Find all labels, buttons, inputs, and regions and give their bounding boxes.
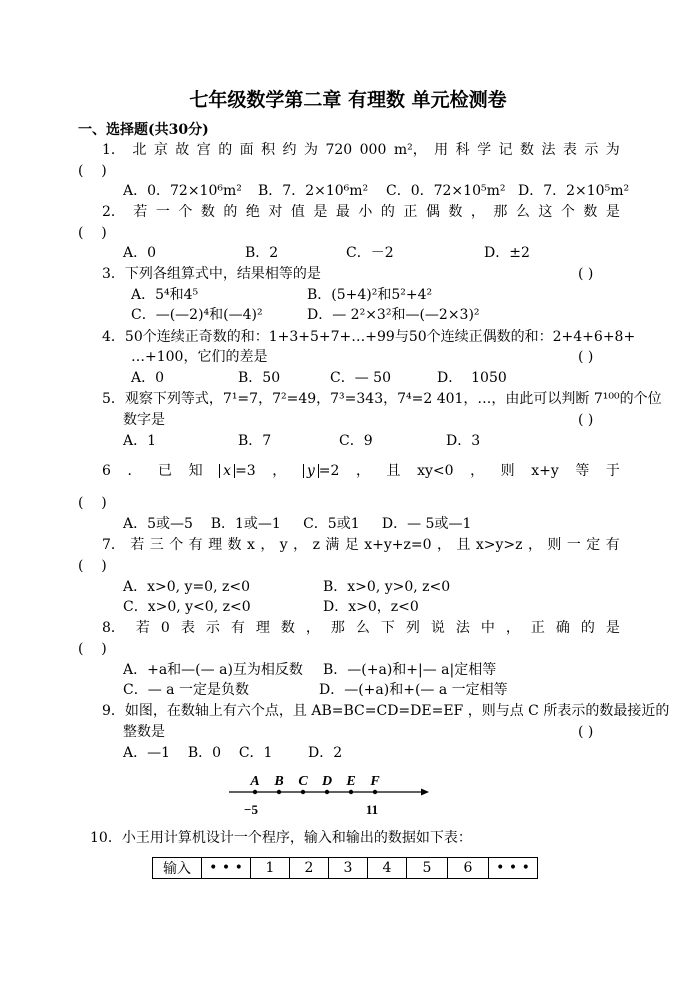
stem-word: 理	[255, 620, 270, 636]
question-2-option-a: A．0	[123, 245, 157, 261]
stem-word: 法	[541, 142, 556, 158]
stem-word: 故	[175, 142, 190, 158]
question-4-stem-line1: 4．50个连续正奇数的和：1+3+5+7+…+99与50个连续正偶数的和：2+4+6+8+	[102, 329, 636, 345]
point-label-b: B	[274, 774, 284, 789]
stem-word: ，	[305, 620, 320, 636]
question-7-option-b: B．x>0, y>0, z<0	[323, 579, 451, 595]
stem-word: 7．	[102, 537, 125, 553]
question-2-answer-paren: ( )	[78, 225, 107, 241]
point-e	[349, 790, 353, 794]
question-1-option-d: D．7．2×10⁵m²	[518, 183, 630, 199]
question-6-comma: ，	[272, 463, 287, 479]
question-6-abs-x	[219, 462, 256, 480]
stem-word: ，	[293, 537, 308, 553]
stem-word: 说	[430, 620, 445, 636]
stem-word: 示	[205, 620, 220, 636]
question-5-option-c: C．9	[339, 433, 373, 449]
stem-word: 且	[456, 537, 471, 553]
stem-word: 是	[605, 204, 620, 220]
question-6-options: A．5或—5 B．1或—1 C．5或1 D．— 5或—1	[123, 516, 472, 532]
section-heading: 一、选择题(共30分)	[78, 122, 209, 138]
question-5-answer-paren: ( )	[578, 412, 594, 428]
question-6-word: 则	[500, 463, 515, 479]
question-7-option-c: C．x>0, y<0, z<0	[123, 599, 251, 615]
abs-x-symbol: x	[219, 464, 235, 478]
point-label-d: D	[321, 774, 333, 789]
input-cell: 5	[407, 858, 448, 879]
stem-word: 宫	[196, 142, 211, 158]
number-line-arrow	[421, 789, 429, 796]
input-row	[153, 858, 538, 879]
stem-word: 表	[562, 142, 577, 158]
question-1-option-a: A．0．72×10⁶m²	[123, 183, 242, 199]
stem-word: 北	[132, 142, 147, 158]
input-header-cell: 输入	[153, 858, 202, 879]
stem-word: 正	[530, 620, 545, 636]
page-title: 七年级数学第二章 有理数 单元检测卷	[189, 89, 507, 111]
question-6-abs-y	[303, 462, 340, 480]
stem-word: 用	[434, 142, 449, 158]
input-cell: 2	[290, 858, 329, 879]
stem-word: 有	[605, 537, 620, 553]
stem-word: 积	[261, 142, 276, 158]
question-6-stem	[102, 462, 620, 480]
stem-word: 数	[200, 204, 215, 220]
question-2-option-b: B．2	[245, 245, 279, 261]
stem-word: 的	[218, 142, 233, 158]
question-4-option-a: A．0	[131, 370, 165, 386]
stem-word: 有	[188, 537, 203, 553]
input-cell: 3	[329, 858, 368, 879]
stem-word: 列	[405, 620, 420, 636]
number-line-points	[249, 774, 380, 794]
input-cell: • • •	[489, 858, 538, 879]
question-3-answer-paren: ( )	[578, 266, 594, 282]
question-6-word: 知	[188, 463, 203, 479]
question-6-dot: ．	[127, 463, 142, 479]
question-6-word: 于	[605, 463, 620, 479]
stem-word: 法	[455, 620, 470, 636]
stem-word: 若	[133, 204, 148, 220]
question-8-option-b: B．—(+a)和+|— a|定相等	[323, 662, 497, 678]
question-7-option-d: D．x>0，z<0	[323, 599, 419, 615]
stem-word: 个	[178, 204, 193, 220]
question-5-stem-line2: 数字是	[123, 412, 165, 428]
stem-word: 那	[493, 204, 508, 220]
stem-word: 一	[566, 537, 581, 553]
point-c	[301, 790, 305, 794]
stem-word: 小	[358, 204, 373, 220]
number-line-right-label: 11	[365, 802, 379, 817]
stem-word: 约	[282, 142, 297, 158]
stem-word: ，	[527, 537, 542, 553]
question-5-option-d: D．3	[446, 433, 481, 449]
question-1-option-c: C．0．72×10⁵m²	[386, 183, 506, 199]
question-9-answer-paren: ( )	[578, 724, 594, 740]
stem-word: 值	[290, 204, 305, 220]
question-5-stem-line1: 5．观察下列等式，7¹=7，7²=49，7³=343，7⁴=2 401，…，由此可以判断 7¹⁰⁰的个位	[102, 391, 662, 407]
number-line-left-label: −5	[244, 802, 258, 817]
question-7-answer-paren: ( )	[78, 558, 107, 574]
question-6-comma: ，	[355, 463, 370, 479]
stem-word: z	[312, 537, 320, 553]
question-4-option-c: C．— 50	[330, 370, 391, 386]
question-1-option-b: B．7．2×10⁶m²	[258, 183, 369, 199]
question-7-option-a: A．x>0, y=0, z<0	[123, 579, 251, 595]
stem-word: ，	[436, 537, 451, 553]
input-cell: 4	[368, 858, 407, 879]
point-label-a: A	[250, 774, 260, 789]
question-2-option-d: D．±2	[484, 245, 530, 261]
stem-word: 数	[448, 204, 463, 220]
stem-word: 科	[455, 142, 470, 158]
question-4-answer-paren: ( )	[578, 349, 594, 365]
stem-word: 若	[135, 620, 150, 636]
question-3-option-d: D．— 2²×3²和—(—2×3)²	[307, 307, 480, 323]
stem-word: 为	[304, 142, 318, 158]
question-6-word: 且	[386, 463, 401, 479]
input-cell: 1	[251, 858, 290, 879]
point-a	[253, 790, 257, 794]
question-6-word: 已	[158, 463, 173, 479]
stem-word: m²，	[393, 142, 427, 158]
stem-word: 有	[230, 620, 245, 636]
abs-x-value: =3	[235, 463, 256, 479]
question-4-stem-line2: …+100，它们的差是	[131, 349, 268, 365]
stem-word: 数	[227, 537, 242, 553]
point-b	[277, 790, 281, 794]
stem-word: 那	[330, 620, 345, 636]
stem-word: y	[279, 537, 288, 553]
question-6-expression: x+y	[531, 463, 559, 479]
stem-word: 的	[580, 620, 595, 636]
stem-word: 确	[555, 620, 570, 636]
stem-word: 是	[313, 204, 328, 220]
stem-word: 0	[160, 620, 170, 636]
question-5-option-b: B．7	[238, 433, 272, 449]
stem-word: 000	[359, 142, 387, 158]
stem-word: 的	[223, 204, 238, 220]
question-8-stem	[102, 619, 620, 637]
stem-word: 示	[584, 142, 599, 158]
stem-word: x	[246, 537, 255, 553]
stem-word: 个	[169, 537, 184, 553]
stem-word: 表	[180, 620, 195, 636]
stem-word: 720	[325, 142, 353, 158]
stem-word: 数	[280, 620, 295, 636]
stem-word: 绝	[245, 204, 260, 220]
stem-word: 面	[239, 142, 254, 158]
stem-word: x+y+z=0	[364, 537, 432, 553]
question-4-option-b: B．50	[238, 370, 281, 386]
stem-word: 若	[130, 537, 145, 553]
stem-word: 是	[605, 620, 620, 636]
question-6-answer-paren: ( )	[78, 495, 107, 511]
point-label-c: C	[298, 774, 308, 789]
question-8-answer-paren: ( )	[78, 641, 107, 657]
stem-word: 最	[335, 204, 350, 220]
question-2-stem	[102, 203, 620, 221]
stem-word: 京	[153, 142, 168, 158]
stem-word: 三	[149, 537, 164, 553]
stem-word: 偶	[425, 204, 440, 220]
input-output-table	[152, 857, 538, 879]
question-8-option-d: D．—(+a)和+(— a 一定相等	[319, 682, 508, 698]
stem-word: 对	[268, 204, 283, 220]
stem-word: 的	[380, 204, 395, 220]
question-2-option-c: C．－2	[346, 245, 394, 261]
point-label-f: F	[370, 774, 380, 789]
stem-word: 定	[586, 537, 601, 553]
stem-word: ，	[260, 537, 275, 553]
number-line-figure	[225, 770, 435, 818]
stem-word: 则	[547, 537, 562, 553]
question-9-stem-line1: 9．如图，在数轴上有六个点，且 AB=BC=CD=DE=EF ，则与点 C 所表示的数最接近的	[102, 703, 670, 719]
stem-word: 2．	[102, 204, 125, 220]
question-9-options: A．—1 B．0 C．1 D．2	[123, 745, 343, 761]
question-7-stem	[102, 536, 620, 554]
stem-word: 1．	[102, 142, 125, 158]
stem-word: 理	[208, 537, 223, 553]
stem-word: 正	[403, 204, 418, 220]
question-3-option-c: C．—(—2)⁴和(—4)²	[131, 307, 263, 323]
question-8-option-c: C．— a 一定是负数	[123, 682, 249, 698]
question-3-option-b: B．(5+4)²和5²+4²	[307, 287, 433, 303]
input-cell: 6	[448, 858, 489, 879]
stem-word: x>y>z	[475, 537, 523, 553]
question-3-stem: 3．下列各组算式中，结果相等的是	[102, 266, 321, 282]
point-label-e: E	[346, 774, 356, 789]
input-cell: • • •	[202, 858, 251, 879]
stem-word: 中	[480, 620, 495, 636]
abs-y-value: =2	[318, 463, 340, 479]
stem-word: 满	[325, 537, 340, 553]
abs-y-symbol: y	[303, 464, 319, 478]
question-6-comma: ，	[470, 463, 485, 479]
stem-word: 么	[515, 204, 530, 220]
question-6-condition: xy<0	[417, 463, 454, 479]
stem-word: 足	[344, 537, 359, 553]
question-6-number: 6	[102, 463, 111, 479]
question-4-option-d: D． 1050	[437, 370, 507, 386]
stem-word: 记	[498, 142, 513, 158]
stem-word: 下	[380, 620, 395, 636]
stem-word: 数	[583, 204, 598, 220]
stem-word: ，	[505, 620, 520, 636]
question-6-word: 等	[575, 463, 590, 479]
question-9-stem-line2: 整数是	[123, 724, 165, 740]
stem-word: 8．	[102, 620, 125, 636]
question-10-stem: 10．小王用计算机设计一个程序，输入和输出的数据如下表：	[90, 830, 472, 846]
stem-word: 为	[605, 142, 620, 158]
point-f	[373, 790, 377, 794]
question-5-option-a: A．1	[123, 433, 157, 449]
stem-word: 数	[519, 142, 534, 158]
stem-word: 这	[538, 204, 553, 220]
point-d	[325, 790, 329, 794]
stem-word: 个	[560, 204, 575, 220]
question-1-stem	[102, 141, 620, 159]
stem-word: 学	[477, 142, 492, 158]
stem-word: ，	[470, 204, 485, 220]
question-3-option-a: A．5⁴和4⁵	[131, 287, 199, 303]
question-1-answer-paren: ( )	[78, 163, 107, 179]
stem-word: 一	[155, 204, 170, 220]
stem-word: 么	[355, 620, 370, 636]
question-8-option-a: A．+a和—(— a)互为相反数	[123, 662, 303, 678]
